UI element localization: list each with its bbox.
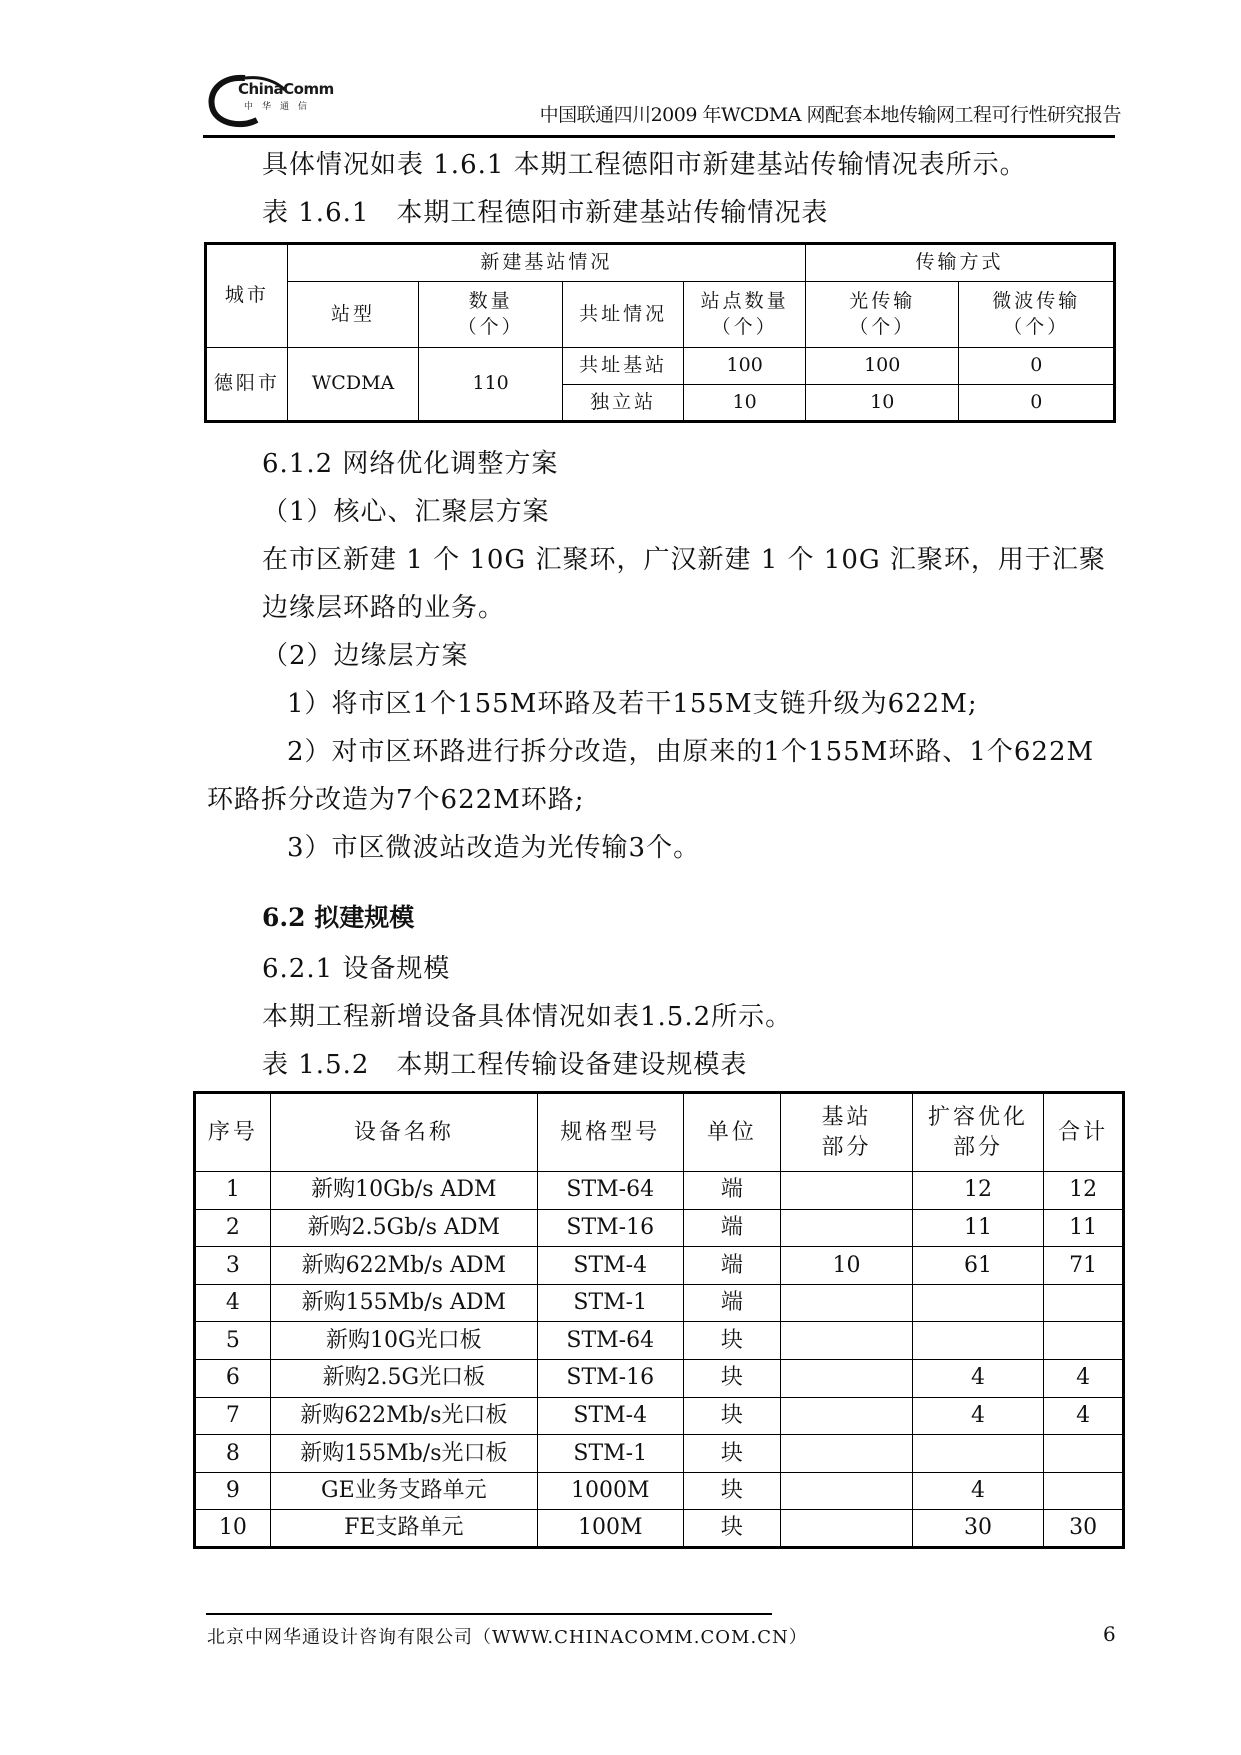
edge-item-2-line1: 2）对市区环路进行拆分改造，由原来的1个155M环路、1个622M: [287, 737, 1095, 767]
colocation-cell: 共址基站: [562, 348, 683, 385]
header-expansion-line2: 部分: [952, 1134, 1003, 1160]
table-row: [195, 1172, 1124, 1210]
header-quantity: [419, 282, 563, 348]
expansion-cell: 61: [912, 1247, 1043, 1285]
header-optical: [805, 282, 958, 348]
header-model: 规格型号: [537, 1093, 683, 1172]
equipment-name-cell: 新购622Mb/s ADM: [270, 1247, 537, 1285]
unit-cell: 块: [683, 1510, 781, 1548]
table-row: [195, 1284, 1124, 1322]
total-cell: 11: [1044, 1209, 1124, 1247]
equipment-name-cell: 新购2.5Gb/s ADM: [270, 1209, 537, 1247]
base-station-cell: [781, 1284, 912, 1322]
table-header-row: [195, 1093, 1124, 1172]
base-station-cell: [781, 1397, 912, 1435]
seq-cell: 1: [195, 1172, 271, 1210]
header-microwave-label: 微波传输: [992, 289, 1081, 312]
seq-cell: 5: [195, 1322, 271, 1360]
header-unit: 单位: [683, 1093, 781, 1172]
intro-paragraph: 具体情况如表 1.6.1 本期工程德阳市新建基站传输情况表所示。: [262, 150, 1027, 180]
model-cell: STM-4: [537, 1247, 683, 1285]
total-cell: 4: [1044, 1359, 1124, 1397]
model-cell: STM-16: [537, 1359, 683, 1397]
base-station-cell: 10: [781, 1247, 912, 1285]
header-base-station-line2: 部分: [821, 1134, 872, 1160]
model-cell: STM-64: [537, 1322, 683, 1360]
equipment-intro-paragraph: 本期工程新增设备具体情况如表1.5.2所示。: [262, 1002, 793, 1032]
header-station-type: 站型: [287, 282, 419, 348]
total-cell: 4: [1044, 1397, 1124, 1435]
header-city: 城市: [206, 244, 288, 348]
core-paragraph-line1: 在市区新建 1 个 10G 汇聚环，广汉新建 1 个 10G 汇聚环，用于汇聚: [262, 545, 1106, 575]
unit-cell: 块: [683, 1397, 781, 1435]
header-expansion: [912, 1093, 1043, 1172]
seq-cell: 3: [195, 1247, 271, 1285]
expansion-cell: 11: [912, 1209, 1043, 1247]
base-station-cell: [781, 1359, 912, 1397]
model-cell: STM-4: [537, 1397, 683, 1435]
total-cell: [1044, 1435, 1124, 1473]
equipment-name-cell: GE业务支路单元: [270, 1472, 537, 1510]
header-colocation: 共址情况: [562, 282, 683, 348]
header-microwave-unit: （个）: [1003, 315, 1070, 338]
unit-cell: 块: [683, 1359, 781, 1397]
table-row: [206, 348, 1115, 385]
table-row: [195, 1359, 1124, 1397]
microwave-cell: 0: [959, 348, 1115, 385]
core-paragraph-line2: 边缘层环路的业务。: [262, 593, 506, 623]
header-transmission: 传输方式: [805, 244, 1114, 282]
equipment-scale-table: [193, 1091, 1125, 1549]
site-count-cell: 10: [684, 385, 806, 422]
equipment-name-cell: 新购2.5G光口板: [270, 1359, 537, 1397]
section-6-2-heading: 6.2 拟建规模: [262, 903, 415, 932]
footer-company: 北京中网华通设计咨询有限公司（WWW.CHINACOMM.COM.CN）: [207, 1627, 808, 1648]
logo-wordmark: ChinaComm: [238, 80, 334, 98]
model-cell: STM-1: [537, 1435, 683, 1473]
seq-cell: 10: [195, 1510, 271, 1548]
header-base-station-line1: 基站: [821, 1104, 872, 1130]
header-site-count: [684, 282, 806, 348]
equipment-name-cell: 新购155Mb/s光口板: [270, 1435, 537, 1473]
table-row: [195, 1472, 1124, 1510]
optical-cell: 100: [805, 348, 958, 385]
header-seq: 序号: [195, 1093, 271, 1172]
unit-cell: 端: [683, 1284, 781, 1322]
expansion-cell: 12: [912, 1172, 1043, 1210]
base-station-cell: [781, 1209, 912, 1247]
equipment-name-cell: FE支路单元: [270, 1510, 537, 1548]
total-cell: [1044, 1284, 1124, 1322]
section-6-1-2-heading: 6.1.2 网络优化调整方案: [262, 449, 559, 479]
header-total: 合计: [1044, 1093, 1124, 1172]
edge-item-3: 3）市区微波站改造为光传输3个。: [287, 833, 701, 863]
expansion-cell: [912, 1435, 1043, 1473]
edge-item-1: 1）将市区1个155M环路及若干155M支链升级为622M;: [287, 689, 978, 719]
header-optical-unit: （个）: [849, 315, 916, 338]
table-row: [195, 1435, 1124, 1473]
equipment-name-cell: 新购10G光口板: [270, 1322, 537, 1360]
expansion-cell: 4: [912, 1397, 1043, 1435]
subsection-edge-heading: （2）边缘层方案: [262, 641, 469, 671]
base-station-cell: [781, 1472, 912, 1510]
seq-cell: 7: [195, 1397, 271, 1435]
seq-cell: 9: [195, 1472, 271, 1510]
document-header-title: 中国联通四川2009 年WCDMA 网配套本地传输网工程可行性研究报告: [539, 104, 1121, 126]
base-station-cell: [781, 1435, 912, 1473]
model-cell: 100M: [537, 1510, 683, 1548]
total-cell: 12: [1044, 1172, 1124, 1210]
table-row: [195, 1322, 1124, 1360]
equipment-name-cell: 新购10Gb/s ADM: [270, 1172, 537, 1210]
header-divider: [203, 135, 1115, 138]
colocation-cell: 独立站: [562, 385, 683, 422]
table-row: [195, 1397, 1124, 1435]
seq-cell: 4: [195, 1284, 271, 1322]
header-base-station: [781, 1093, 912, 1172]
header-quantity-unit: （个）: [457, 315, 524, 338]
microwave-cell: 0: [959, 385, 1115, 422]
expansion-cell: 4: [912, 1472, 1043, 1510]
header-expansion-line1: 扩容优化: [927, 1104, 1028, 1130]
base-station-cell: [781, 1172, 912, 1210]
header-site-count-unit: （个）: [711, 315, 778, 338]
footer-divider: [206, 1613, 772, 1615]
optical-cell: 10: [805, 385, 958, 422]
base-station-cell: [781, 1510, 912, 1548]
expansion-cell: 4: [912, 1359, 1043, 1397]
total-cell: [1044, 1472, 1124, 1510]
model-cell: 1000M: [537, 1472, 683, 1510]
equipment-name-cell: 新购155Mb/s ADM: [270, 1284, 537, 1322]
header-new-stations: 新建基站情况: [287, 244, 805, 282]
unit-cell: 端: [683, 1209, 781, 1247]
header-quantity-label: 数量: [468, 289, 513, 312]
expansion-cell: [912, 1284, 1043, 1322]
model-cell: STM-16: [537, 1209, 683, 1247]
unit-cell: 块: [683, 1435, 781, 1473]
subsection-core-heading: （1）核心、汇聚层方案: [262, 497, 550, 527]
quantity-cell: 110: [419, 348, 563, 422]
table2-caption: 表 1.5.2 本期工程传输设备建设规模表: [262, 1050, 748, 1080]
section-6-2-1-heading: 6.2.1 设备规模: [262, 954, 451, 984]
expansion-cell: [912, 1322, 1043, 1360]
header-microwave: [959, 282, 1115, 348]
unit-cell: 块: [683, 1322, 781, 1360]
city-cell: 德阳市: [206, 348, 288, 422]
total-cell: [1044, 1322, 1124, 1360]
model-cell: STM-1: [537, 1284, 683, 1322]
unit-cell: 端: [683, 1172, 781, 1210]
base-station-cell: [781, 1322, 912, 1360]
seq-cell: 6: [195, 1359, 271, 1397]
seq-cell: 8: [195, 1435, 271, 1473]
site-count-cell: 100: [684, 348, 806, 385]
total-cell: 30: [1044, 1510, 1124, 1548]
station-type-cell: WCDMA: [287, 348, 419, 422]
model-cell: STM-64: [537, 1172, 683, 1210]
equipment-name-cell: 新购622Mb/s光口板: [270, 1397, 537, 1435]
page-number: 6: [1103, 1622, 1116, 1646]
header-site-count-label: 站点数量: [700, 289, 789, 312]
edge-item-2-line2: 环路拆分改造为7个622M环路;: [207, 785, 585, 815]
table-row: [195, 1510, 1124, 1548]
equipment-table-body: [195, 1172, 1124, 1548]
total-cell: 71: [1044, 1247, 1124, 1285]
expansion-cell: 30: [912, 1510, 1043, 1548]
new-station-transmission-table: [204, 242, 1116, 423]
unit-cell: 端: [683, 1247, 781, 1285]
table1-caption: 表 1.6.1 本期工程德阳市新建基站传输情况表: [262, 198, 829, 228]
unit-cell: 块: [683, 1472, 781, 1510]
table-row: [195, 1209, 1124, 1247]
logo-subtitle: 中华通信: [244, 102, 317, 112]
seq-cell: 2: [195, 1209, 271, 1247]
header-optical-label: 光传输: [849, 289, 916, 312]
header-equipment-name: 设备名称: [270, 1093, 537, 1172]
table-row: [195, 1247, 1124, 1285]
